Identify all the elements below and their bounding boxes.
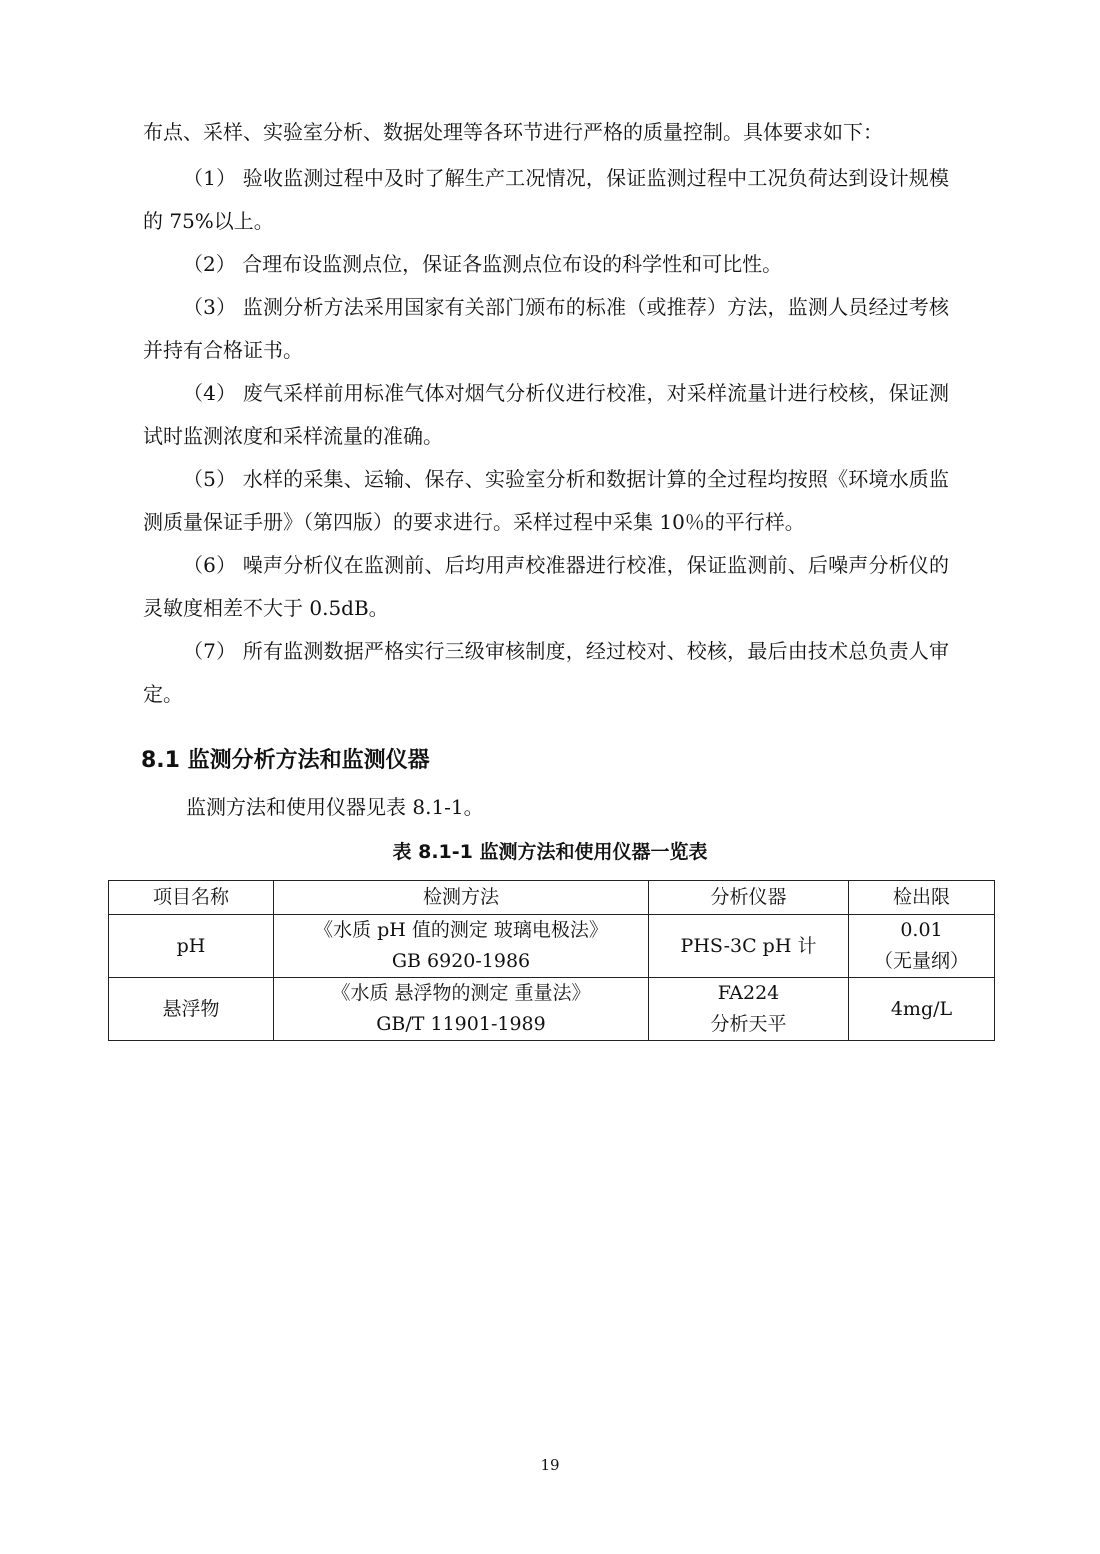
header-instrument: 分析仪器 xyxy=(649,881,849,915)
cell-item: 悬浮物 xyxy=(109,978,274,1041)
header-detection-limit: 检出限 xyxy=(849,881,995,915)
cell-instrument xyxy=(649,978,849,1041)
instrument-line: PHS-3C pH 计 xyxy=(680,934,817,957)
instrument-type: 分析天平 xyxy=(710,1013,787,1035)
requirement-item-4: （4） 废气采样前用标准气体对烟气分析仪进行校准，对采样流量计进行校核，保证测试时监测浓度和采样流量的准确。 xyxy=(143,381,949,448)
page-number: 19 xyxy=(540,1456,560,1474)
table-caption: 表 8.1-1 监测方法和使用仪器一览表 xyxy=(392,841,708,863)
cell-method xyxy=(274,915,649,978)
limit-value: 0.01 xyxy=(900,919,943,941)
limit-unit: （无量纲） xyxy=(873,950,969,972)
cell-method xyxy=(274,978,649,1041)
header-item-name: 项目名称 xyxy=(109,881,274,915)
requirement-item-1: （1） 验收监测过程中及时了解生产工况情况，保证监测过程中工况负荷达到设计规模的 75%以上。 xyxy=(143,166,949,233)
requirement-item-5: （5） 水样的采集、运输、保存、实验室分析和数据计算的全过程均按照《环境水质监测质量保证手册》（第四版）的要求进行。采样过程中采集 10％的平行样。 xyxy=(143,467,949,534)
cell-instrument xyxy=(649,915,849,978)
method-name: 《水质 pH 值的测定 玻璃电极法》 xyxy=(314,919,608,941)
cell-item: pH xyxy=(109,915,274,978)
requirement-item-3: （3） 监测分析方法采用国家有关部门颁布的标准（或推荐）方法，监测人员经过考核并持有合格证书。 xyxy=(143,295,949,362)
methods-table xyxy=(108,880,995,1041)
requirement-item-2: （2） 合理布设监测点位，保证各监测点位布设的科学性和可比性。 xyxy=(183,252,783,276)
header-test-method: 检测方法 xyxy=(274,881,649,915)
requirement-item-6: （6） 噪声分析仪在监测前、后均用声校准器进行校准，保证监测前、后噪声分析仪的灵敏度相差不大于 0.5dB。 xyxy=(143,553,949,620)
method-standard: GB/T 11901-1989 xyxy=(376,1013,546,1035)
method-name: 《水质 悬浮物的测定 重量法》 xyxy=(331,982,591,1004)
cell-limit xyxy=(849,978,995,1041)
method-standard: GB 6920-1986 xyxy=(391,950,531,972)
table-header-row xyxy=(109,881,995,915)
limit-value: 4mg/L xyxy=(890,997,953,1020)
table-row xyxy=(109,915,995,978)
table-reference-text: 监测方法和使用仪器见表 8.1-1。 xyxy=(186,795,484,819)
table-row xyxy=(109,978,995,1041)
cell-limit xyxy=(849,915,995,978)
requirement-item-7: （7） 所有监测数据严格实行三级审核制度，经过校对、校核，最后由技术总负责人审定。 xyxy=(143,639,949,706)
intro-paragraph: 布点、采样、实验室分析、数据处理等各环节进行严格的质量控制。具体要求如下： xyxy=(143,120,883,144)
instrument-model: FA224 xyxy=(717,982,780,1004)
section-heading: 8.1 监测分析方法和监测仪器 xyxy=(141,748,430,773)
